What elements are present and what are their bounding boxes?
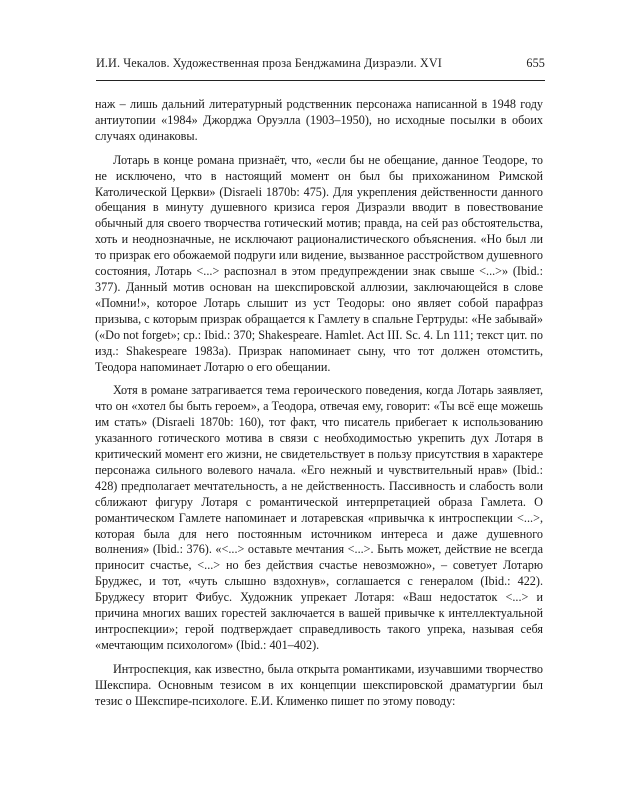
paragraph-continuation: наж – лишь дальний литературный родственник персонажа написанной в 1948 году антиутопии «1984» Джорджа Оруэлла (1903–1950), но исходные посылки в обоих случаях одинаковы. — [95, 97, 543, 143]
body-text — [95, 97, 543, 710]
page-number: 655 — [526, 56, 545, 70]
header-rule — [96, 80, 545, 81]
running-head — [96, 56, 545, 76]
running-title: И.И. Чекалов. Художественная проза Бенджамина Дизраэли. XVI — [96, 56, 442, 70]
paragraph: Хотя в романе затрагивается тема героического поведения, когда Лотарь заявляет, что он «хотел бы быть героем», а Теодора, отвечая ему, говорит: «Ты всё еще можешь им стать» (Disraeli 1870b: 160), тот факт, что писатель прибегает к использованию указанного готического мотива в связи с необходимостью укрепить дух Лотаря в критический момент его жизни, не свидетельствует в пользу присутствия в характере персонажа сильного волевого начала. «Его нежный и чувствительный нрав» (Ibid.: 428) предполагает мечтательность, а не действенность. Пассивность и слабость воли сближают фигуру Лотаря с романтической интерпретацией образа Гамлета. О романтическом Гамлете напоминает и лотаревская «привычка к интроспекции <...>, которая была для него постоянным источником интереса и даже душевного волнения» (Ibid.: 376). «<...> оставьте мечтания <...>. Быть может, действие не всегда приносит счастье, <...> но без действия счастье невозможно», – советует Лотарю Бруджес, и тот, «чуть слышно вздохнув», соглашается с генералом (Ibid.: 422). Бруджесу вторит Фибус. Художник упрекает Лотаря: «Ваш недостаток <...> и причина многих ваших горестей заключается в вашей привычке к интеллектуальной интроспекции»; герой подтверждает справедливость такого упрека, называя себя «мечтающим психологом» (Ibid.: 401–402). — [95, 383, 543, 652]
paragraph: Лотарь в конце романа признаёт, что, «если бы не обещание, данное Теодоре, то не исключено, что в настоящий момент он был бы прихожанином Римской Католической Церкви» (Disraeli 1870b: 475). Для укрепления действенности данного обещания в минуту душевного кризиса героя Дизраэли вводит в повествование обычный для своего творчества готический мотив; правда, на сей раз обстоятельства, хоть и неоднозначные, не исключают рационалистического объяснения. «Но был ли то призрак его обожаемой подруги или видение, вызванное расстройством душевного состояния, Лотарь <...> распознал в этом предупреждении знак свыше <...>» (Ibid.: 377). Данный мотив основан на шекспировской аллюзии, заключающейся в слове «Помни!», которое Лотарь слышит из уст Теодоры: оно являет собой парафраз призыва, с которым призрак обращается к Гамлету в спальне Гертруды: «Не забывай» («Do not forget»; ср.: Ibid.: 370; Shakespeare. Hamlet. Act III. Sc. 4. Ln 111; текст цит. по изд.: Shakespeare 1983a). Призрак напоминает сыну, что тот должен отомстить, Теодора напоминает Лотарю о его обещании. — [95, 152, 543, 374]
paragraph: Интроспекция, как известно, была открыта романтиками, изучавшими творчество Шекспира. Основным тезисом в их концепции шекспировской драматургии был тезис о Шекспире-психологе. Е.И. Клименко пишет по этому поводу: — [95, 661, 543, 708]
